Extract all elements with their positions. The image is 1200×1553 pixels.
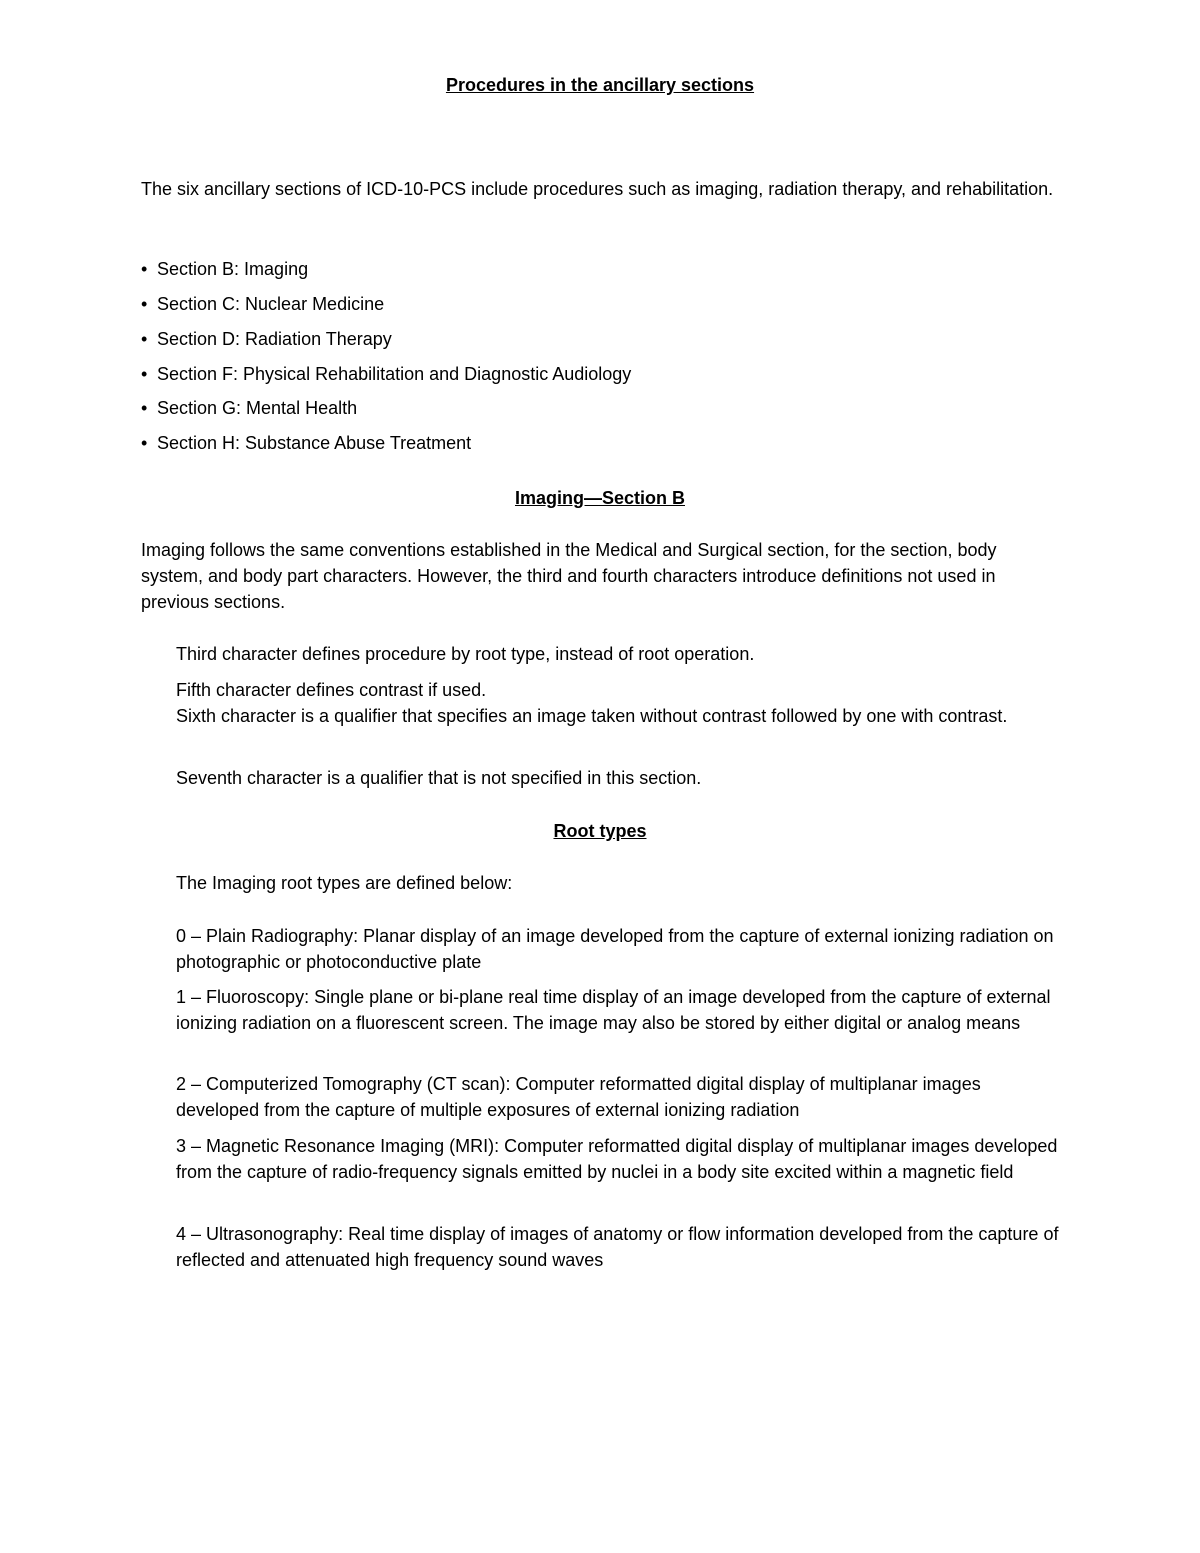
bullet-icon: • [141,259,148,279]
root-type-item: 4 – Ultrasonography: Real time display of images of anatomy or flow information developed from the capture of reflected and attenuated high frequency sound waves [176,1224,1059,1270]
list-item-label: Section D: Radiation Therapy [157,329,392,349]
list-item [141,256,1041,282]
list-item-label: Section H: Substance Abuse Treatment [157,433,472,453]
third-character-note: Third character defines procedure by root type, instead of root operation. [176,644,755,664]
root-types-heading: Root types [553,821,647,841]
bullet-icon: • [141,398,148,418]
list-item-label: Section C: Nuclear Medicine [157,294,385,314]
root-type-item: 1 – Fluoroscopy: Single plane or bi-plane real time display of an image developed from the capture of external ionizing radiation on a fluorescent screen. The image may also be stored by either digital or analog means [176,987,1051,1033]
list-item [141,326,1041,352]
sixth-character-note: Sixth character is a qualifier that specifies an image taken without contrast followed by one with contrast. [176,706,1008,726]
list-item [141,395,1041,421]
bullet-icon: • [141,364,148,384]
bullet-icon: • [141,294,148,314]
fifth-character-note: Fifth character defines contrast if used. [176,680,487,700]
imaging-intro-paragraph: Imaging follows the same conventions established in the Medical and Surgical section, for the section, body system, and body part characters. However, the third and fourth characters introduce definitions not used in previous sections. [141,540,997,612]
bullet-icon: • [141,433,148,453]
bullet-icon: • [141,329,148,349]
root-type-item: 2 – Computerized Tomography (CT scan): Computer reformatted digital display of multiplanar images developed from the capture of multiple exposures of external ionizing radiation [176,1074,981,1120]
list-item [141,361,1041,387]
list-item-label: Section G: Mental Health [157,398,358,418]
seventh-character-note: Seventh character is a qualifier that is not specified in this section. [176,768,702,788]
imaging-heading: Imaging—Section B [514,488,685,508]
page-title: Procedures in the ancillary sections [445,75,755,95]
root-type-item: 0 – Plain Radiography: Planar display of an image developed from the capture of external ionizing radiation on photographic or photoconductive plate [176,926,1054,972]
root-type-item: 3 – Magnetic Resonance Imaging (MRI): Computer reformatted digital display of multiplanar images developed from the capture of radio-frequency signals emitted by nuclei in a body site excited within a magnetic field [176,1136,1058,1182]
list-item [141,430,1041,456]
list-item [141,291,1041,317]
intro-paragraph: The six ancillary sections of ICD-10-PCS include procedures such as imaging, radiation therapy, and rehabilitation. [141,179,1054,199]
root-types-intro: The Imaging root types are defined below: [176,873,513,893]
list-item-label: Section B: Imaging [157,259,309,279]
list-item-label: Section F: Physical Rehabilitation and Diagnostic Audiology [157,364,632,384]
